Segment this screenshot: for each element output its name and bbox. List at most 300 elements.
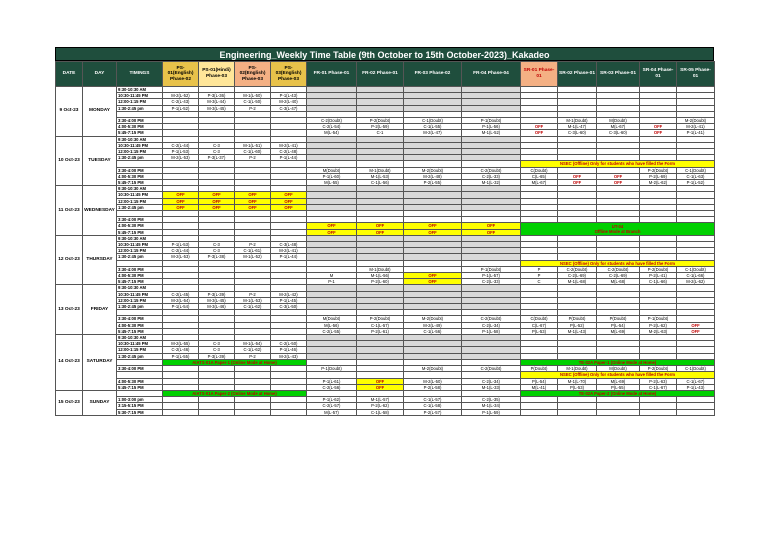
timetable-cell: P-2(L-63): [640, 378, 677, 384]
timetable-cell: C-2(L-34): [462, 322, 521, 328]
timetable-cell: C-1(L-67): [640, 384, 677, 390]
timetable-cell: P-2(L-41): [640, 273, 677, 279]
timetable-cell: M-1(L-53): [357, 173, 404, 179]
timetable-cell: C(L-65): [521, 173, 558, 179]
timetable-cell: OFF: [558, 173, 597, 179]
timetable-cell: C-1(L-58): [404, 403, 462, 409]
timetable-cell: C-1(L-56): [357, 180, 404, 186]
timetable-cell: M-2(L-41): [271, 142, 307, 148]
column-header: PS-03(English) Phase-03: [271, 62, 307, 87]
timetable-cell: 12:00-1:15 PM: [117, 198, 163, 204]
timetable-cell: P-1(Doubt): [307, 366, 357, 372]
timetable-cell: P-3(L-38): [199, 254, 235, 260]
date-cell: 10 Oct-23: [56, 136, 83, 186]
timetable-cell: C-1(Doubt): [677, 167, 715, 173]
timetable-cell: [235, 409, 271, 415]
timetable-cell: 3:30-4:00 PM: [117, 316, 163, 322]
date-cell: 14 Oct-23: [56, 335, 83, 391]
timetable-cell: M: [307, 273, 357, 279]
timetable-cell: 3:30-4:00 PM: [117, 118, 163, 124]
timetable-cell: P-1(Doubt): [462, 118, 521, 124]
timetable: [55, 61, 715, 416]
timetable-cell: OFF: [558, 180, 597, 186]
timetable-cell: P-2(L-55): [404, 180, 462, 186]
timetable-cell: P(Doubt): [558, 316, 597, 322]
timetable-cell: 9:30-10:30 AM: [117, 87, 163, 93]
timetable-cell: C-1(Doubt): [677, 366, 715, 372]
timetable-cell: C-2(L-46): [163, 347, 199, 353]
timetable-cell: M-1(L-32): [462, 180, 521, 186]
timetable-cell: P-1(L-60): [307, 173, 357, 179]
timetable-cell: OFF: [271, 204, 307, 210]
timetable-cell: M-2(Doubt): [404, 167, 462, 173]
timetable-cell: OFF: [521, 130, 558, 136]
timetable-cell: C-2(L-33): [462, 173, 521, 179]
timetable-cell: 10:30-11:45 PM: [117, 242, 163, 248]
timetable-cell: C-3: [199, 142, 235, 148]
timetable-cell: P-1(L-53): [163, 149, 199, 155]
timetable-cell: P-1: [307, 279, 357, 285]
timetable-cell: M-1(L-70): [558, 378, 597, 384]
timetable-cell: M(L-57): [307, 409, 357, 415]
timetable-cell: M-2(L-43): [271, 353, 307, 359]
timetable-cell: OFF: [677, 328, 715, 334]
timetable-cell: M-1(Doubt): [357, 167, 404, 173]
timetable-cell: M-2(L-63): [640, 328, 677, 334]
timetable-cell: M(L-54): [307, 130, 357, 136]
timetable-cell: 12:00-1:15 PM: [117, 149, 163, 155]
timetable-cell: OFF: [640, 130, 677, 136]
timetable-cell: OFF: [357, 229, 404, 235]
timetable-cell: M-1(L-51): [235, 142, 271, 148]
timetable-cell: C-1(L-56): [404, 328, 462, 334]
timetable-cell: P-3(L-36): [199, 93, 235, 99]
timetable-cell: M-1(L-43): [558, 328, 597, 334]
timetable-cell: C-2(L-50): [271, 341, 307, 347]
timetable-cell: OFF: [235, 192, 271, 198]
timetable-cell: [597, 409, 640, 415]
timetable-cell: M-2(L-41): [271, 248, 307, 254]
timetable-cell: OFF: [462, 229, 521, 235]
timetable-cell: C-2(L-69): [597, 273, 640, 279]
timetable-cell: P-1(L-43): [271, 93, 307, 99]
aiats-banner: AIATS-01A Paper-2 (Online Mode at Home): [163, 390, 307, 396]
timetable-cell: P-3(L-39): [199, 291, 235, 297]
timetable-cell: C-2(L-48): [271, 149, 307, 155]
timetable-cell: C-3: [199, 248, 235, 254]
timetable-cell: C: [521, 279, 558, 285]
timetable-cell: C-2(L-44): [163, 248, 199, 254]
timetable-cell: M-2(L-50): [404, 378, 462, 384]
timetable-cell: C-1(L-63): [677, 173, 715, 179]
timetable-cell: 3:30-4:00 PM: [117, 167, 163, 173]
timetable-cell: 5:45-7:15 PM: [117, 180, 163, 186]
timetable-cell: M-2(Doubt): [677, 118, 715, 124]
timetable-cell: [521, 409, 558, 415]
timetable-cell: M-2(L-41): [677, 124, 715, 130]
timetable-cell: C-2(Doubt): [462, 366, 521, 372]
timetable-cell: P-1(L-43): [677, 384, 715, 390]
column-header: SR-01 Phase-01: [521, 62, 558, 87]
timetable-cell: M-2(L-62): [677, 279, 715, 285]
timetable-cell: 9:30-10:30 AM: [117, 285, 163, 291]
timetable-cell: 1:30-2:45 pm: [117, 254, 163, 260]
timetable-cell: OFF: [235, 204, 271, 210]
timetable-cell: OFF: [521, 124, 558, 130]
timetable-sheet: [55, 47, 714, 416]
timetable-cell: M-2(L-49): [404, 322, 462, 328]
timetable-cell: P-1(L-55): [163, 353, 199, 359]
timetable-cell: 5:30-7:15 PM: [117, 409, 163, 415]
timetable-cell: P-2(L-60): [357, 279, 404, 285]
timetable-cell: M-1(Doubt): [357, 266, 404, 272]
timetable-cell: M-2(Doubt): [404, 366, 462, 372]
timetable-cell: M(L-67): [521, 180, 558, 186]
timetable-cell: OFF: [404, 229, 462, 235]
timetable-cell: M(L-68): [597, 279, 640, 285]
sheet-title: Engineering_Weekly Time Table (9th October to 15th October-2023)_Kakadeo: [55, 47, 714, 61]
timetable-cell: M-1(L-52): [235, 254, 271, 260]
timetable-cell: C-1(L-60): [235, 149, 271, 155]
timetable-cell: P-2(L-58): [404, 384, 462, 390]
timetable-cell: OFF: [271, 192, 307, 198]
column-header: SR-05 Phase-01: [677, 62, 715, 87]
timetable-cell: P-1(L-46): [271, 347, 307, 353]
timetable-cell: 1:30-2:45 pm: [117, 105, 163, 111]
timetable-cell: M-3(L-46): [199, 304, 235, 310]
te-banner: TE-02A Paper-1 (Online Mode at Home): [521, 359, 715, 365]
timetable-cell: 1:30-2:45 pm: [117, 353, 163, 359]
timetable-cell: 3:30-4:00 PM: [117, 217, 163, 223]
timetable-cell: C(Doubt): [521, 167, 558, 173]
column-header: PS-01(Hindi) Phase-03: [199, 62, 235, 87]
te-banner: TE-02A Paper-2 (Online Mode at Home): [521, 390, 715, 396]
timetable-cell: 12:00-1:15 PM: [117, 347, 163, 353]
day-cell: SUNDAY: [83, 390, 117, 415]
timetable-cell: P-2: [235, 155, 271, 161]
timetable-cell: M(Doubt): [307, 167, 357, 173]
timetable-cell: P-1(L-56): [462, 124, 521, 130]
timetable-cell: C-1(L-66): [640, 279, 677, 285]
timetable-cell: [271, 409, 307, 415]
date-cell: 15 Oct-23: [56, 390, 83, 415]
timetable-cell: OFF: [357, 384, 404, 390]
timetable-cell: P-1(L-52): [163, 105, 199, 111]
table-row: [56, 409, 715, 415]
timetable-cell: P(L-53): [558, 384, 597, 390]
timetable-cell: C-1(L-66): [677, 273, 715, 279]
timetable-cell: 12:00-1:15 PM: [117, 297, 163, 303]
timetable-cell: 1:00-3:00 pm: [117, 397, 163, 403]
timetable-cell: P-2(Doubt): [357, 118, 404, 124]
timetable-cell: C-2(Doubt): [558, 266, 597, 272]
timetable-cell: C-3(L-60): [597, 130, 640, 136]
timetable-cell: OFF: [307, 223, 357, 229]
timetable-cell: OFF: [163, 192, 199, 198]
timetable-cell: M(L-55): [307, 180, 357, 186]
timetable-cell: M-1(L-50): [235, 93, 271, 99]
column-header: FR-04 Phase-04: [462, 62, 521, 87]
day-cell: SATURDAY: [83, 335, 117, 391]
timetable-cell: P-1(L-44): [271, 254, 307, 260]
timetable-cell: M-2(L-52): [163, 93, 199, 99]
timetable-cell: OFF: [357, 378, 404, 384]
timetable-cell: P-3(L-37): [199, 155, 235, 161]
column-header: PS-01(English) Phase-02: [163, 62, 199, 87]
timetable-cell: M-2(L-40): [271, 99, 307, 105]
date-cell: 11 Oct-23: [56, 186, 83, 236]
timetable-cell: C-2(L-43): [163, 99, 199, 105]
timetable-cell: M-1(L-53): [235, 297, 271, 303]
timetable-cell: P-2: [235, 242, 271, 248]
notice-banner: NSEC (Offline) Only for students who have filled the Form: [521, 161, 715, 167]
timetable-cell: C-1(L-62): [235, 304, 271, 310]
timetable-cell: P(L-53): [521, 328, 558, 334]
timetable-cell: C-1(L-62): [235, 347, 271, 353]
timetable-cell: P-2(Doubt): [357, 316, 404, 322]
timetable-cell: P(Doubt): [521, 366, 558, 372]
timetable-cell: 1:30-2:45 pm: [117, 304, 163, 310]
timetable-cell: 4:00-5:30 PM: [117, 124, 163, 130]
timetable-cell: P-2(L-69): [640, 173, 677, 179]
timetable-cell: M-1(L-33): [462, 384, 521, 390]
timetable-cell: OFF: [271, 198, 307, 204]
timetable-cell: OFF: [677, 322, 715, 328]
timetable-cell: OFF: [597, 180, 640, 186]
timetable-cell: 10:30-11:45 PM: [117, 341, 163, 347]
timetable-cell: M-3(L-45): [199, 105, 235, 111]
timetable-cell: 9:30-10:30 AM: [117, 186, 163, 192]
timetable-cell: 5:45-7:15 PM: [117, 279, 163, 285]
timetable-cell: [640, 409, 677, 415]
timetable-cell: 4:00-5:30 PM: [117, 223, 163, 229]
timetable-cell: M-2(L-55): [163, 341, 199, 347]
timetable-cell: C-2(Doubt): [597, 266, 640, 272]
timetable-cell: 12:00-1:15 PM: [117, 248, 163, 254]
day-cell: MONDAY: [83, 87, 117, 137]
header-row: [56, 62, 715, 87]
timetable-cell: C-2(L-69): [558, 273, 597, 279]
timetable-cell: P(L-52): [558, 322, 597, 328]
timetable-cell: OFF: [462, 223, 521, 229]
timetable-cell: 3:30-4:00 PM: [117, 266, 163, 272]
timetable-cell: [163, 409, 199, 415]
timetable-cell: P: [521, 266, 558, 272]
timetable-cell: M-2(L-53): [163, 254, 199, 260]
timetable-cell: C-3: [199, 149, 235, 155]
day-cell: FRIDAY: [83, 285, 117, 335]
timetable-cell: M-2(L-62): [640, 180, 677, 186]
timetable-cell: P-2(Doubt): [640, 266, 677, 272]
timetable-cell: P: [521, 273, 558, 279]
timetable-cell: 10:30-11:45 PM: [117, 192, 163, 198]
timetable-cell: C-1(L-67): [677, 378, 715, 384]
timetable-cell: M-1(L-52): [462, 130, 521, 136]
timetable-cell: C-3(L-48): [271, 242, 307, 248]
column-header: TIMINGS: [117, 62, 163, 87]
timetable-cell: M-2(L-53): [163, 155, 199, 161]
timetable-cell: C-2(L-35): [462, 397, 521, 403]
timetable-cell: M-1(L-57): [357, 397, 404, 403]
timetable-cell: M(L-41): [521, 384, 558, 390]
timetable-cell: M-2(L-42): [271, 291, 307, 297]
timetable-cell: M-1(Doubt): [558, 118, 597, 124]
timetable-cell: P-2(L-62): [357, 403, 404, 409]
timetable-cell: P-2(L-61): [357, 328, 404, 334]
timetable-cell: P-2(Doubt): [640, 366, 677, 372]
timetable-cell: OFF: [357, 223, 404, 229]
timetable-cell: OFF: [597, 173, 640, 179]
timetable-cell: C-1(Doubt): [404, 118, 462, 124]
timetable-cell: 1:30-2:45 pm: [117, 204, 163, 210]
timetable-cell: 4:00-5:30 PM: [117, 322, 163, 328]
timetable-cell: C-1(Doubt): [677, 266, 715, 272]
timetable-cell: P-1(L-57): [462, 273, 521, 279]
date-cell: 13 Oct-23: [56, 285, 83, 335]
timetable-cell: C-1(L-55): [404, 124, 462, 130]
timetable-cell: P-1(L-52): [677, 180, 715, 186]
day-cell: THURSDAY: [83, 235, 117, 285]
timetable-cell: C(Doubt): [521, 316, 558, 322]
timetable-cell: M-3(L-45): [199, 297, 235, 303]
column-header: DAY: [83, 62, 117, 87]
timetable-cell: [558, 409, 597, 415]
timetable-cell: M(L-56): [307, 322, 357, 328]
date-cell: 12 Oct-23: [56, 235, 83, 285]
timetable-cell: OFF: [307, 229, 357, 235]
timetable-cell: P-1(L-44): [271, 155, 307, 161]
column-header: SR-04 Phase-01: [640, 62, 677, 87]
timetable-cell: C-3(L-60): [558, 130, 597, 136]
timetable-cell: C-1(L-57): [357, 322, 404, 328]
timetable-cell: C-1(L-50): [235, 99, 271, 105]
timetable-cell: M-2(L-47): [404, 130, 462, 136]
timetable-cell: P-1(L-61): [307, 378, 357, 384]
timetable-cell: P-2: [235, 105, 271, 111]
ut-banner: UT-04 Offline Mode at Branch: [521, 223, 715, 235]
column-header: SR-02 Phase-01: [558, 62, 597, 87]
timetable-cell: P-3(L-39): [199, 353, 235, 359]
timetable-cell: OFF: [163, 204, 199, 210]
day-cell: WEDNESDAY: [83, 186, 117, 236]
timetable-cell: 12:00-1:15 PM: [117, 99, 163, 105]
timetable-cell: C-3: [199, 242, 235, 248]
timetable-cell: OFF: [404, 279, 462, 285]
timetable-cell: P-1(Doubt): [462, 266, 521, 272]
timetable-cell: P-2: [235, 291, 271, 297]
timetable-cell: C-3(L-47): [271, 105, 307, 111]
timetable-cell: 10:30-11:45 PM: [117, 93, 163, 99]
timetable-cell: OFF: [235, 198, 271, 204]
timetable-cell: OFF: [199, 198, 235, 204]
timetable-cell: P(Doubt): [597, 316, 640, 322]
timetable-cell: M(L-67): [597, 124, 640, 130]
timetable-cell: 1:30-2:45 pm: [117, 155, 163, 161]
timetable-cell: C-2(L-54): [307, 124, 357, 130]
timetable-cell: P-1(L-53): [163, 242, 199, 248]
timetable-cell: C(L-67): [521, 322, 558, 328]
timetable-cell: 5:45-7:15 PM: [117, 328, 163, 334]
timetable-cell: C-3: [199, 347, 235, 353]
timetable-cell: C-1(L-61): [235, 248, 271, 254]
timetable-cell: C-2(Doubt): [462, 167, 521, 173]
timetable-cell: C-2(L-56): [307, 384, 357, 390]
timetable-cell: OFF: [163, 198, 199, 204]
timetable-cell: M-1(L-56): [357, 273, 404, 279]
timetable-cell: M-1(Doubt): [558, 366, 597, 372]
timetable-cell: C-1(L-58): [357, 409, 404, 415]
timetable-cell: M-2(Doubt): [404, 316, 462, 322]
timetable-cell: M-3(L-44): [199, 99, 235, 105]
timetable-cell: M-2(L-54): [163, 297, 199, 303]
timetable-cell: C-3(L-50): [271, 304, 307, 310]
timetable-cell: 10:30-11:45 PM: [117, 291, 163, 297]
timetable-cell: P-2(Doubt): [640, 167, 677, 173]
timetable-cell: P-2: [235, 353, 271, 359]
timetable-cell: C-2(L-57): [307, 403, 357, 409]
timetable-cell: P-1(L-62): [307, 397, 357, 403]
timetable-cell: P(L-55): [597, 384, 640, 390]
timetable-cell: M-1(L-34): [462, 403, 521, 409]
timetable-cell: 4:00-5:30 PM: [117, 273, 163, 279]
timetable-cell: OFF: [199, 192, 235, 198]
timetable-cell: M-1(L-54): [235, 341, 271, 347]
aiats-banner: AIATS-01A Paper-1 (Online Mode at Home): [163, 359, 307, 365]
timetable-cell: C-2(Doubt): [307, 118, 357, 124]
timetable-cell: [677, 409, 715, 415]
timetable-cell: M-2(L-48): [404, 173, 462, 179]
timetable-cell: M(Doubt): [307, 316, 357, 322]
timetable-cell: OFF: [640, 124, 677, 130]
column-header: FR-02 Phase-01: [357, 62, 404, 87]
notice-banner: NSEC (Offline) Only for students who have filled the Form: [521, 260, 715, 266]
timetable-cell: P-1(L-58): [462, 328, 521, 334]
timetable-cell: C-2(L-45): [163, 291, 199, 297]
timetable-cell: C-2(L-55): [307, 328, 357, 334]
timetable-cell: P-1(L-54): [163, 304, 199, 310]
notice-banner: NSEC (Offline) Only for students who have filled the Form: [521, 372, 715, 378]
timetable-cell: P-1(L-59): [462, 409, 521, 415]
timetable-cell: C-1(L-57): [404, 397, 462, 403]
timetable-cell: 9:30-10:30 AM: [117, 335, 163, 341]
column-header: SR-03 Phase-01: [597, 62, 640, 87]
timetable-cell: OFF: [199, 204, 235, 210]
ut-mode: Offline Mode at Branch: [594, 229, 641, 235]
timetable-cell: P-2(L-59): [357, 124, 404, 130]
timetable-cell: 5:45-7:15 PM: [117, 384, 163, 390]
column-header: PS-02(English) Phase-03: [235, 62, 271, 87]
timetable-cell: M-1(L-68): [558, 279, 597, 285]
timetable-cell: C-2(L-34): [462, 378, 521, 384]
timetable-cell: 9:30-10:30 AM: [117, 235, 163, 241]
timetable-cell: 3:15-5:15 PM: [117, 403, 163, 409]
day-cell: TUESDAY: [83, 136, 117, 186]
timetable-cell: 10:30-11:45 PM: [117, 142, 163, 148]
column-header: DATE: [56, 62, 83, 87]
timetable-cell: OFF: [404, 223, 462, 229]
timetable-cell: 9:30-10:30 AM: [117, 136, 163, 142]
timetable-cell: C-2(L-44): [163, 142, 199, 148]
timetable-cell: 4:00-5:30 PM: [117, 378, 163, 384]
timetable-cell: P-2(L-62): [640, 322, 677, 328]
timetable-cell: P(L-54): [521, 378, 558, 384]
column-header: FR-01 Phase-01: [307, 62, 357, 87]
timetable-cell: P-2(L-57): [404, 409, 462, 415]
timetable-cell: C-3: [199, 341, 235, 347]
timetable-cell: P(L-54): [597, 322, 640, 328]
timetable-cell: P-1(L-41): [677, 130, 715, 136]
timetable-cell: M-1(L-47): [558, 124, 597, 130]
